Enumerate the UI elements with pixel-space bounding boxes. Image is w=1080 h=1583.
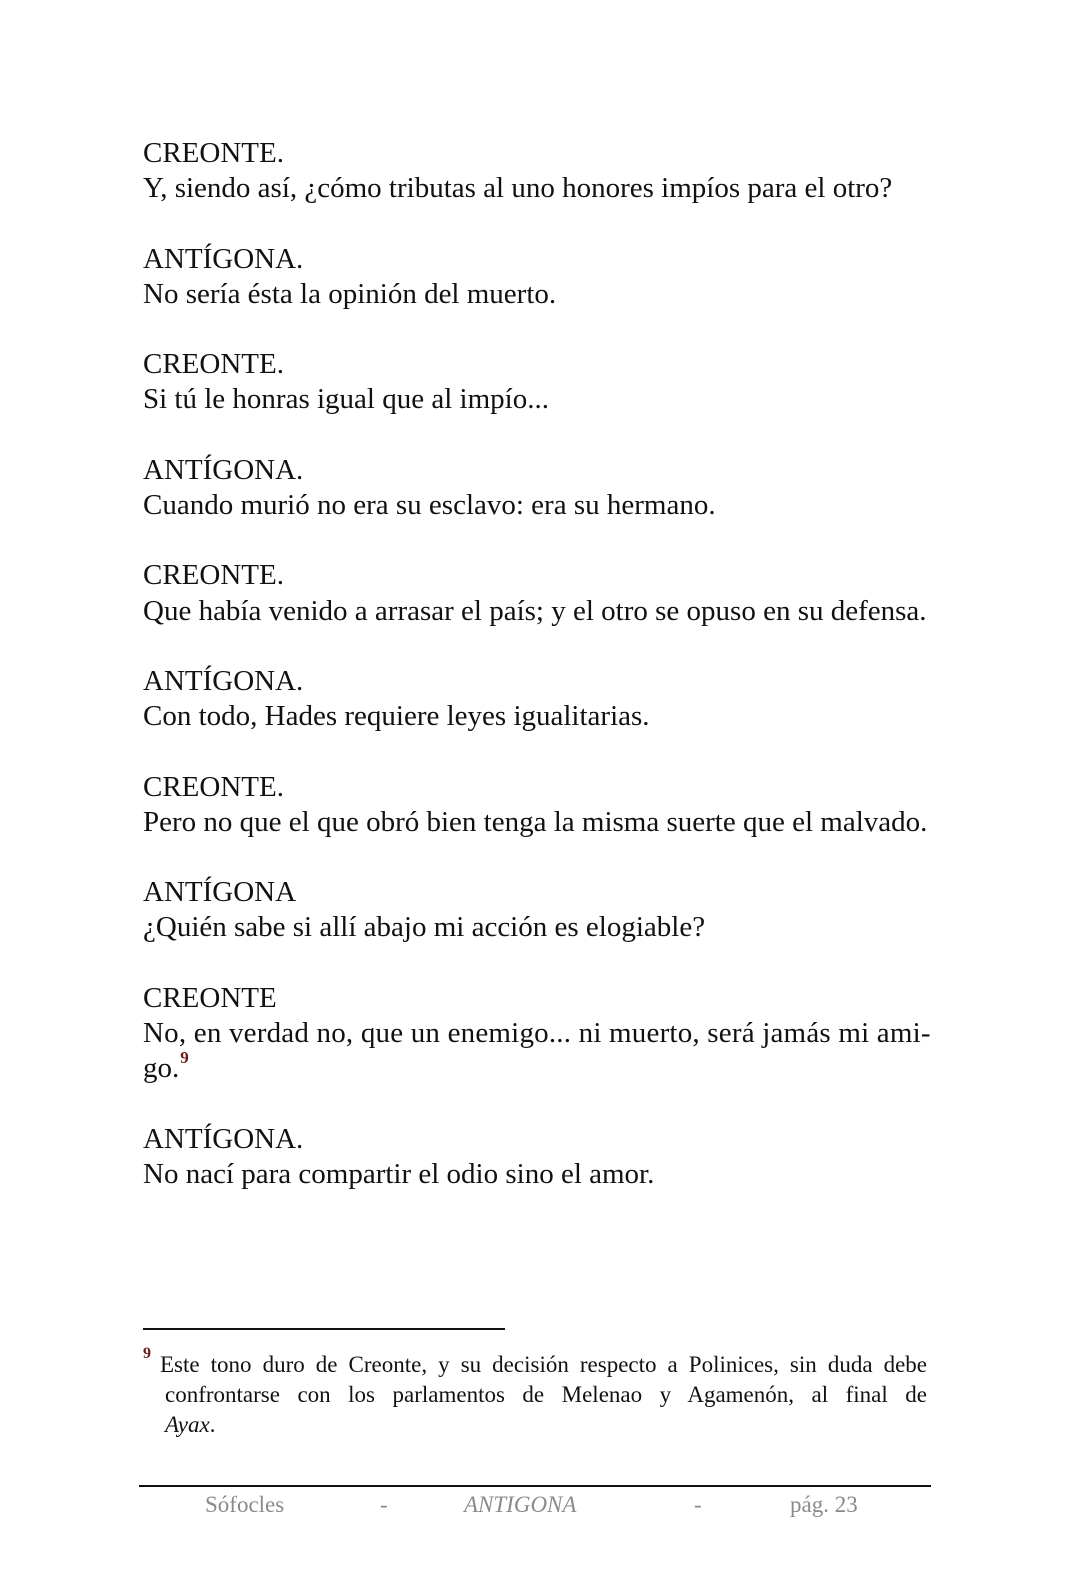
speech-block	[143, 242, 933, 312]
speech-line: ¿Quién sabe si allí abajo mi acción es elogiable?	[143, 911, 706, 944]
footnote-reference[interactable]: 9	[180, 1048, 189, 1068]
footer-rule	[139, 1485, 931, 1487]
speech-line: Si tú le honras igual que al impío...	[143, 383, 549, 416]
speech-line-continuation	[143, 1048, 933, 1086]
speech-line: Pero no que el que obró bien tenga la misma suerte que el malvado.	[143, 805, 928, 838]
speaker-name: CREONTE.	[143, 770, 284, 803]
speaker-name: CREONTE.	[143, 348, 284, 381]
speech-line: No nací para compartir el odio sino el amor.	[143, 1157, 655, 1190]
footnote-text	[160, 1350, 927, 1440]
speech-line: No, en verdad no, que un enemigo... ni muerto, será jamás mi ami-	[143, 1016, 931, 1049]
speech-block	[143, 981, 933, 1087]
speech-line: Con todo, Hades requiere leyes igualitarias.	[143, 700, 650, 733]
footnote-separator-rule	[143, 1328, 505, 1330]
speech-block	[143, 770, 933, 840]
footnote-line-3-tail: .	[209, 1412, 216, 1437]
speech-line: Cuando murió no era su esclavo: era su hermano.	[143, 488, 716, 521]
speaker-name: ANTÍGONA.	[143, 453, 304, 486]
speech-block	[143, 875, 933, 945]
footnote-line-1: Este tono duro de Creonte, y su decisión respecto a Polinices, sin duda debe	[160, 1352, 927, 1377]
speech-block	[143, 558, 933, 628]
speaker-name: ANTÍGONA.	[143, 1122, 304, 1155]
speech-block	[143, 347, 933, 417]
speech-line: Y, siendo así, ¿cómo tributas al uno honores impíos para el otro?	[143, 172, 893, 205]
footnote	[143, 1345, 927, 1440]
speaker-name: CREONTE.	[143, 559, 284, 592]
speech-line-cont-text: go.	[143, 1052, 180, 1085]
speech-line: No sería ésta la opinión del muerto.	[143, 277, 557, 310]
footer-author: Sófocles	[205, 1492, 285, 1517]
footnote-line-2: confrontarse con los parlamentos de Melenao y Agamenón, al final de	[165, 1382, 927, 1407]
footer-separator: -	[694, 1492, 702, 1517]
speech-line: Que había venido a arrasar el país; y el otro se opuso en su defensa.	[143, 594, 927, 627]
page-footer	[139, 1490, 931, 1522]
footer-page-number: pág. 23	[790, 1492, 858, 1517]
footnote-number: 9	[143, 1345, 151, 1362]
speech-block	[143, 1122, 933, 1192]
speaker-name: ANTÍGONA.	[143, 242, 304, 275]
footnote-line-3	[165, 1412, 215, 1437]
footer-separator: -	[380, 1492, 388, 1517]
speaker-name: CREONTE	[143, 981, 277, 1014]
footer-title: ANTIGONA	[464, 1492, 577, 1517]
speaker-name: ANTÍGONA	[143, 876, 297, 909]
speech-block	[143, 136, 933, 206]
speech-block	[143, 453, 933, 523]
footnote-work-title: Ayax	[165, 1412, 210, 1437]
speaker-name: CREONTE.	[143, 137, 284, 169]
dialogue-body	[143, 136, 933, 1227]
speaker-name: ANTÍGONA.	[143, 664, 304, 697]
speech-block	[143, 664, 933, 734]
